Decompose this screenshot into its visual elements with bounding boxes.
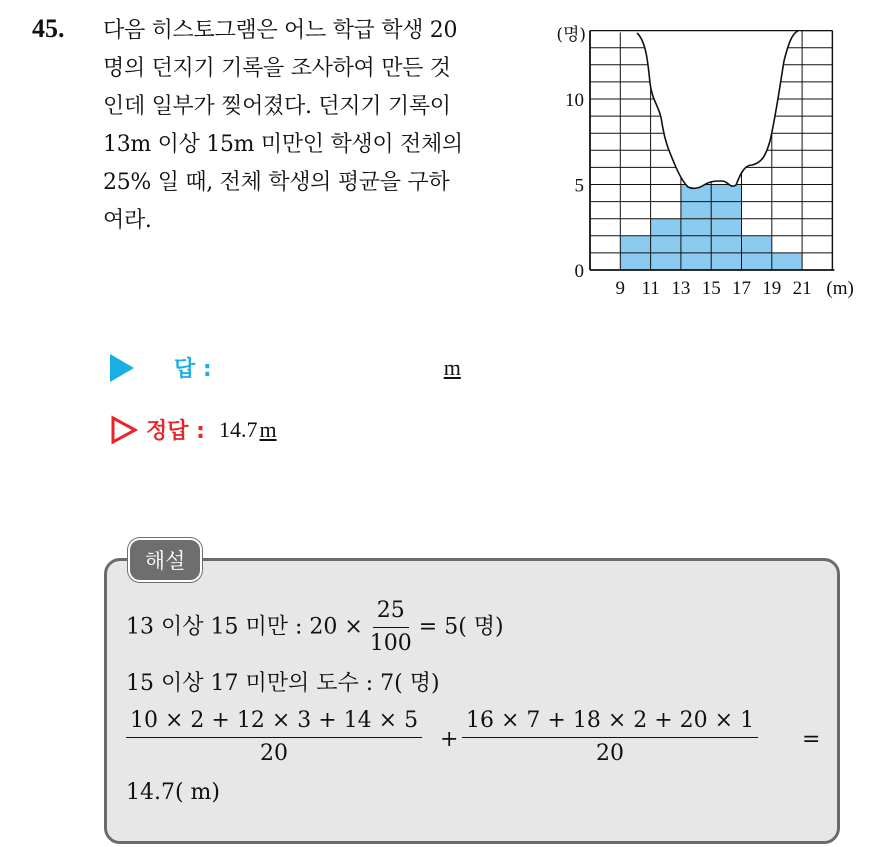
answer-label: 답 : bbox=[174, 357, 212, 382]
histogram-bar bbox=[651, 219, 681, 270]
y-axis-label: (명) bbox=[556, 25, 586, 45]
y-tick-label: 5 bbox=[574, 175, 584, 197]
question-line: 여라. bbox=[103, 208, 152, 233]
solution-fraction-1 bbox=[126, 708, 422, 767]
question-line: 13m 이상 15m 미만인 학생이 전체의 bbox=[103, 132, 463, 157]
fraction-numerator: 25 bbox=[373, 598, 409, 628]
solution-line-1 bbox=[126, 598, 504, 657]
correct-label: 정답 : bbox=[146, 419, 205, 444]
solution-line1-prefix: 13 이상 15 미만 : 20 × bbox=[126, 614, 363, 640]
correct-value: 14.7 bbox=[218, 416, 258, 442]
solution-line-4: 14.7( m) bbox=[126, 780, 221, 805]
outline-triangle-icon bbox=[110, 415, 138, 445]
fraction-numerator: 10 × 2 + 12 × 3 + 14 × 5 bbox=[126, 708, 422, 738]
solution-line-2: 15 이상 17 미만의 도수 : 7( 명) bbox=[126, 671, 440, 696]
x-tick-label: 17 bbox=[732, 278, 751, 299]
equals-sign: = bbox=[802, 727, 821, 752]
fraction-numerator: 16 × 7 + 18 × 2 + 20 × 1 bbox=[462, 708, 758, 738]
fraction-denominator: 100 bbox=[369, 631, 412, 656]
correct-unit: m bbox=[259, 416, 277, 442]
answer-unit: m bbox=[443, 354, 461, 380]
x-tick-label: 11 bbox=[641, 278, 660, 299]
question-line: 명의 던지기 기록을 조사하여 만든 것 bbox=[103, 56, 451, 81]
x-tick-label: 13 bbox=[671, 278, 691, 299]
x-tick-label: 15 bbox=[701, 278, 721, 299]
plus-sign: + bbox=[440, 727, 459, 752]
y-tick-label: 0 bbox=[574, 261, 584, 282]
answer-row bbox=[110, 352, 461, 383]
question-line: 25% 일 때, 전체 학생의 평균을 구하 bbox=[103, 170, 450, 195]
torn-edge bbox=[580, 15, 810, 188]
histogram-bar bbox=[681, 185, 711, 271]
x-tick-label: 9 bbox=[615, 278, 626, 299]
histogram-bar bbox=[711, 185, 741, 271]
correct-answer-row bbox=[110, 414, 277, 445]
y-tick-label: 10 bbox=[565, 90, 584, 111]
solution-fraction-2 bbox=[462, 708, 758, 767]
question-number: 45. bbox=[32, 14, 65, 43]
x-tick-label: 21 bbox=[792, 278, 812, 299]
fraction-denominator: 20 bbox=[260, 741, 289, 766]
fraction-denominator: 20 bbox=[596, 741, 625, 766]
x-tick-label: 19 bbox=[762, 278, 782, 299]
x-axis-label: (m) bbox=[826, 278, 854, 299]
solution-line1-suffix: = 5( 명) bbox=[418, 614, 504, 640]
solution-tab: 해설 bbox=[128, 538, 202, 582]
histogram-chart bbox=[540, 15, 860, 305]
question-text bbox=[103, 12, 523, 240]
fraction-25-100 bbox=[370, 598, 412, 657]
question-line: 인데 일부가 찢어졌다. 던지기 기록이 bbox=[103, 94, 451, 119]
play-triangle-icon bbox=[110, 354, 134, 382]
histogram-bar bbox=[772, 253, 802, 270]
question-line: 다음 히스토그램은 어느 학급 학생 20 bbox=[103, 18, 458, 43]
